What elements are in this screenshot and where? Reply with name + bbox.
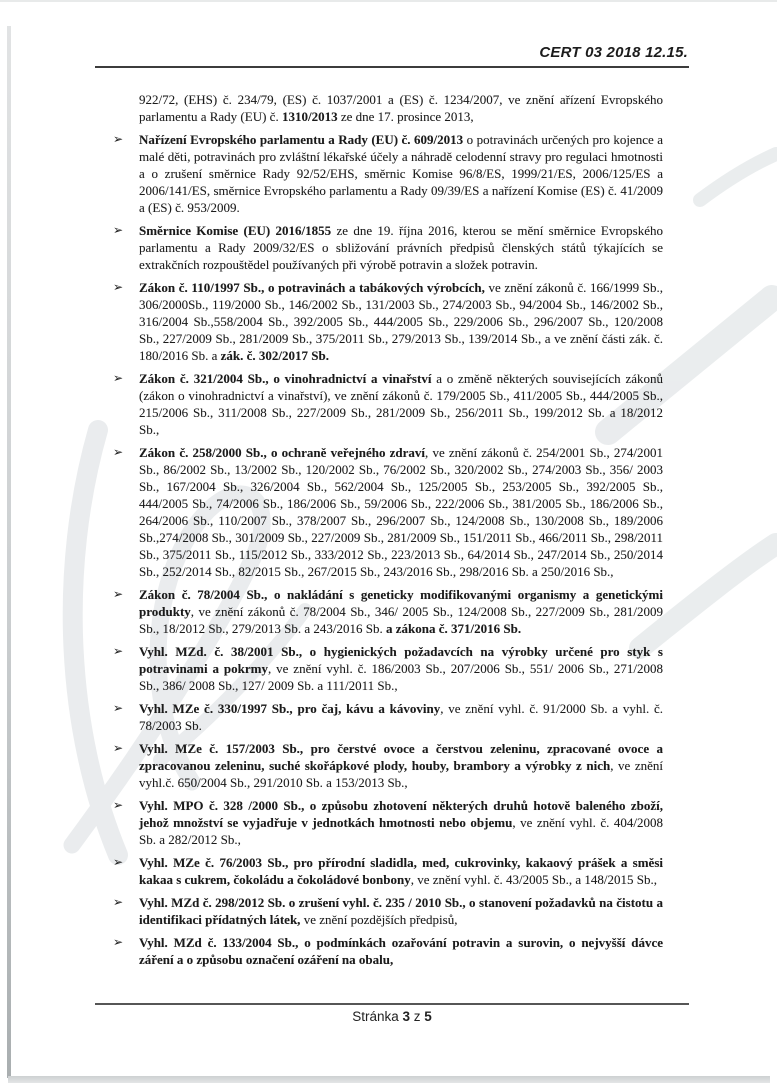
bullet-arrow-icon: ➢ [113,935,124,949]
paragraph-text: Vyhl. MPO č. 328 /2000 Sb., o způsobu zhotovení některých druhů hotově baleného zboží, jehož množství se vyjadřuje v jednotkách hmotnosti nebo objemu, ve znění vyhl. č. 404/2008 Sb. a 282/2012 Sb., [139,798,663,847]
paragraph-text: Zákon č. 78/2004 Sb., o nakládání s geneticky modifikovanými organismy a genetickými produkty, ve znění zákonů č. 78/2004 Sb., 346/ 2005 Sb., 124/2008 Sb., 227/2009 Sb., 281/2009 Sb., 18/2012 Sb., 279/2013 Sb. a 243/2016 Sb. a zákona č. 371/2016 Sb. [139,587,663,636]
bullet-arrow-icon: ➢ [113,644,124,658]
scan-edge-top [0,0,777,2]
paragraph-text: Zákon č. 258/2000 Sb., o ochraně veřejného zdraví, ve znění zákonů č. 254/2001 Sb., 274/2001 Sb., 86/2002 Sb., 13/2002 Sb., 120/2002 Sb., 76/2002 Sb., 320/2002 Sb., 274/2003 Sb., 356/ 2003 Sb., 167/2004 Sb., 326/2004 Sb., 562/2004 Sb., 125/2005 Sb., 253/2005 Sb., 392/2005 Sb., 444/2005 Sb., 74/2006 Sb., 186/2006 Sb., 59/2006 Sb., 222/2006 Sb., 381/2005 Sb., 186/2006 Sb., 264/2006 Sb., 110/2007 Sb., 378/2007 Sb., 296/2007 Sb., 124/2008 Sb., 130/2008 Sb., 189/2006 Sb.,274/2008 Sb., 301/2009 Sb., 227/2009 Sb., 281/2009 Sb., 151/2011 Sb., 466/2011 Sb., 298/2011 Sb., 375/2011 Sb., 115/2012 Sb., 333/2012 Sb., 223/2013 Sb., 64/2014 Sb., 247/2014 Sb., 250/2014 Sb., 252/2014 Sb., 82/2015 Sb., 267/2015 Sb., 243/2016 Sb., 298/2016 Sb. a 250/2016 Sb., [139,445,663,579]
paragraph-text: Vyhl. MZd č. 298/2012 Sb. o zrušení vyhl. č. 235 / 2010 Sb., o stanovení požadavků na čistotu a identifikaci přídatných látek, ve znění pozdějších předpisů, [139,895,663,927]
paragraph-text: Vyhl. MZe č. 157/2003 Sb., pro čerstvé ovoce a čerstvou zeleninu, zpracované ovoce a zpracovanou zeleninu, suché skořápkové plody, houby, brambory a výrobky z nich, ve znění vyhl.č. 650/2004 Sb., 291/2010 Sb. a 153/2013 Sb., [139,741,663,790]
header-rule [95,66,689,68]
legal-list-item [113,279,663,364]
bullet-arrow-icon: ➢ [113,855,124,869]
intro-paragraph [139,91,663,125]
scan-edge-bottom [8,1076,770,1083]
footer-rule [95,1003,689,1005]
paragraph-text: Směrnice Komise (EU) 2016/1855 ze dne 19. října 2016, kterou se mění směrnice Evropského parlamentu a Rady 2009/32/ES o sbližování právních předpisů členských států týkajících se extrakčních rozpouštědel používaných při výrobě potravin a složek potravin. [139,223,664,272]
bullet-arrow-icon: ➢ [113,587,124,601]
bullet-arrow-icon: ➢ [113,132,124,146]
paragraph-text: Zákon č. 321/2004 Sb., o vinohradnictví a vinařství a o změně některých souvisejících zákonů (zákon o vinohradnictví a vinařství), ve znění zákonů č. 179/2005 Sb., 411/2005 Sb., 444/2005 Sb., 215/2006 Sb., 311/2008 Sb., 227/2009 Sb., 281/2009 Sb., 256/2011 Sb., 199/2012 Sb. a 18/2012 Sb., [139,371,663,437]
legal-list-item [113,444,663,580]
bullet-arrow-icon: ➢ [113,445,124,459]
legal-list-item [113,370,663,438]
bullet-arrow-icon: ➢ [113,798,124,812]
legal-list-item [113,894,663,928]
bullet-arrow-icon: ➢ [113,371,124,385]
paragraph-text: Nařízení Evropského parlamentu a Rady (EU) č. 609/2013 o potravinách určených pro kojence a malé děti, potravinách pro zvláštní lékařské účely a náhradě celodenní stravy pro regulaci hmotnosti a o zrušení směrnice Rady 92/52/EHS, směrnic Komise 96/8/ES, 1999/21/ES, 2006/125/ES a 2006/141/ES, směrnice Evropského parlamentu a Rady 09/39/ES a nařízení Komise (ES) č. 41/2009 a (ES) č. 953/2009. [139,132,663,215]
bullet-arrow-icon: ➢ [113,701,124,715]
document-reference-header: CERT 03 2018 12.15. [539,44,688,61]
bullet-arrow-icon: ➢ [113,895,124,909]
paragraph-text: 922/72, (EHS) č. 234/79, (ES) č. 1037/2001 a (ES) č. 1234/2007, ve znění ařízení Evropského parlamentu a Rady (EU) č. 1310/2013 ze dne 17. prosince 2013, [139,92,663,124]
legal-list-item [113,643,663,694]
paragraph-text: Vyhl. MZe č. 330/1997 Sb., pro čaj, kávu a kávoviny, ve znění vyhl. č. 91/2000 Sb. a vyhl. č. 78/2003 Sb. [139,701,663,733]
bullet-arrow-icon: ➢ [113,741,124,755]
legal-list-item [113,854,663,888]
bullet-arrow-icon: ➢ [113,223,124,237]
legal-list-item [113,131,663,216]
bullet-arrow-icon: ➢ [113,280,124,294]
legal-list-item [113,797,663,848]
legal-text-body [113,91,664,974]
paragraph-text: Vyhl. MZe č. 76/2003 Sb., pro přírodní sladidla, med, cukrovinky, kakaový prášek a směsi kakaa s cukrem, čokoládu a čokoládové bonbony, ve znění vyhl. č. 43/2005 Sb., a 148/2015 Sb., [139,855,663,887]
paragraph-text: Vyhl. MZd. č. 38/2001 Sb., o hygienických požadavcích na výrobky určené pro styk s potravinami a pokrmy, ve znění vyhl. č. 186/2003 Sb., 207/2006 Sb., 551/ 2006 Sb., 271/2008 Sb., 386/ 2008 Sb., 127/ 2009 Sb. a 111/2011 Sb., [139,644,663,693]
legal-list-item [113,586,663,637]
paragraph-text: Vyhl. MZd č. 133/2004 Sb., o podmínkách ozařování potravin a surovin, o nejvyšší dávce záření a o způsobu označení ozáření na obalu, [139,935,663,967]
page-number: Stránka 3 z 5 [352,1009,432,1024]
legal-list-item [113,934,663,968]
legal-list-item [113,222,664,273]
paragraph-text: Zákon č. 110/1997 Sb., o potravinách a tabákových výrobcích, ve znění zákonů č. 166/1999 Sb., 306/2000Sb., 119/2000 Sb., 146/2002 Sb., 131/2003 Sb., 274/2003 Sb., 94/2004 Sb., 146/2002 Sb., 316/2004 Sb.,558/2004 Sb., 392/2005 Sb., 444/2005 Sb., 229/2006 Sb., 296/2007 Sb., 120/2008 Sb., 227/2009 Sb., 281/2009 Sb., 375/2011 Sb., 279/2013 Sb., 139/2014 Sb., a ve znění části zák. č. 180/2016 Sb. a zák. č. 302/2017 Sb. [139,280,663,363]
scan-edge-left [7,26,11,1078]
legal-list-item [113,700,663,734]
legal-list-item [113,740,663,791]
